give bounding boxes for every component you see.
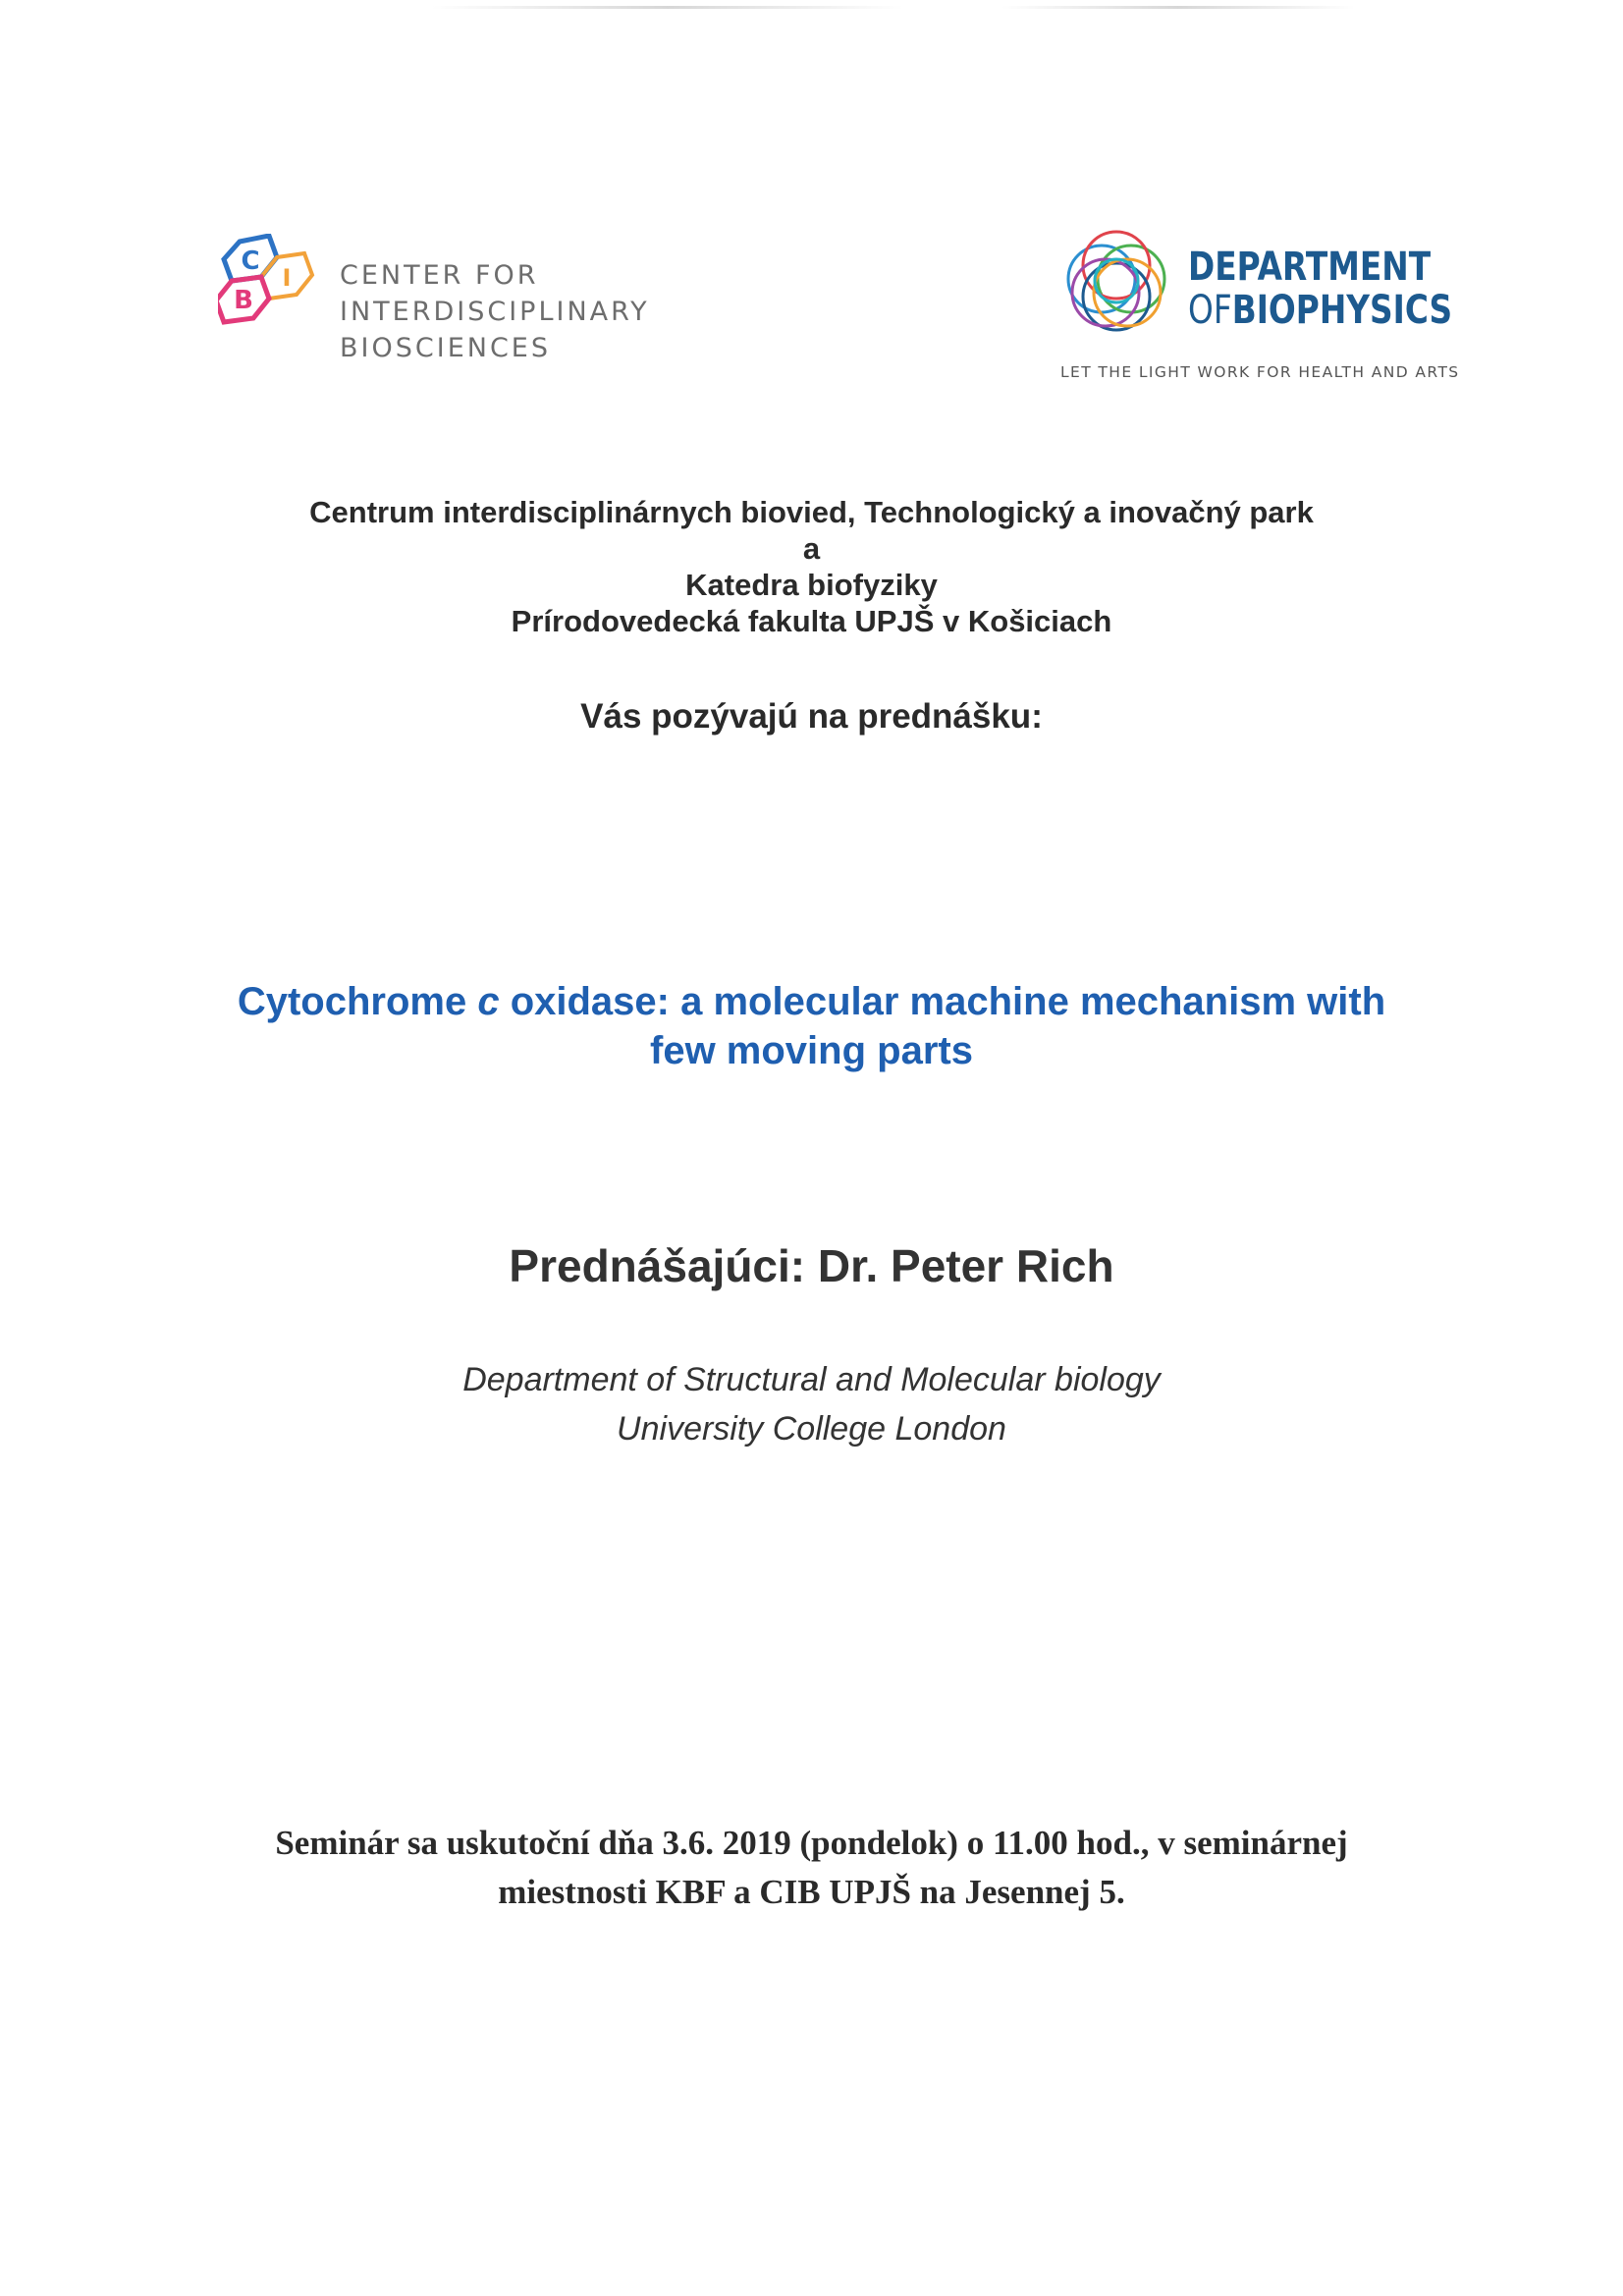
seminar-line-1: Seminár sa uskutoční dňa 3.6. 2019 (pondelok) o 11.00 hod., v seminárnej bbox=[275, 1824, 1348, 1862]
cib-logo bbox=[218, 234, 650, 391]
talk-title-italic-c: c bbox=[477, 980, 500, 1023]
talk-title-part-2: oxidase: a molecular machine mechanism with bbox=[499, 980, 1386, 1023]
biophysics-title-of: OF bbox=[1188, 288, 1232, 333]
organizer-line-3: Katedra biofyziky bbox=[685, 568, 938, 602]
invitation-heading: Vás pozývajú na prednášku: bbox=[580, 697, 1043, 736]
speaker-affiliation bbox=[0, 1355, 1623, 1453]
biophysics-tagline: LET THE LIGHT WORK FOR HEALTH AND ARTS bbox=[1060, 363, 1460, 381]
cib-line-1: CENTER FOR bbox=[340, 260, 539, 291]
talk-title-part-1: Cytochrome bbox=[237, 980, 478, 1023]
organizers-block bbox=[0, 494, 1623, 639]
cib-hexagon-icon bbox=[218, 234, 336, 391]
biophysics-rings-icon bbox=[1053, 228, 1180, 355]
seminar-line-2: miestnosti KBF a CIB UPJŠ na Jesennej 5. bbox=[498, 1873, 1125, 1911]
talk-title bbox=[0, 977, 1623, 1075]
affiliation-line-2: University College London bbox=[617, 1410, 1006, 1448]
biophysics-title-word: BIOPHYSICS bbox=[1231, 288, 1453, 333]
biophysics-logo bbox=[1053, 228, 1460, 395]
seminar-details bbox=[0, 1819, 1623, 1917]
talk-title-line-1 bbox=[0, 977, 1623, 1026]
cib-wordmark bbox=[340, 257, 650, 366]
biophysics-wordmark bbox=[1188, 246, 1452, 332]
organizer-line-2: a bbox=[802, 531, 821, 566]
scan-artifact-left bbox=[432, 6, 903, 9]
talk-title-line-2: few moving parts bbox=[650, 1029, 973, 1072]
organizer-line-1: Centrum interdisciplinárnych biovied, Technologický a inovačný park bbox=[309, 495, 1314, 529]
biophysics-title-line-2 bbox=[1188, 289, 1452, 332]
organizer-line-4: Prírodovedecká fakulta UPJŠ v Košiciach bbox=[511, 604, 1112, 638]
speaker-name: Prednášajúci: Dr. Peter Rich bbox=[509, 1240, 1114, 1291]
cib-letter-b: B bbox=[234, 286, 253, 315]
biophysics-title-line-1: DEPARTMENT bbox=[1188, 245, 1432, 290]
cib-letter-i: I bbox=[282, 264, 292, 292]
cib-letter-c: C bbox=[241, 246, 260, 276]
affiliation-line-1: Department of Structural and Molecular biology bbox=[462, 1361, 1161, 1398]
scan-artifact-right bbox=[1001, 6, 1355, 9]
cib-line-3: BIOSCIENCES bbox=[340, 333, 551, 363]
cib-line-2: INTERDISCIPLINARY bbox=[340, 297, 650, 327]
